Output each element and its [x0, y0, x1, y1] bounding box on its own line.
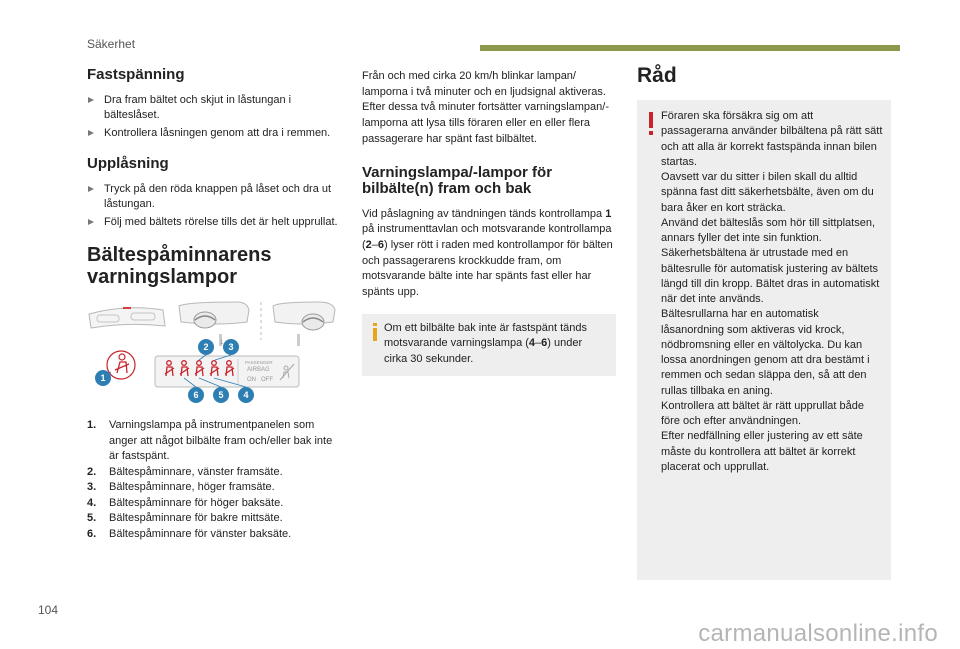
warning-paragraph: Bältesrullarna har en automatisk låsanordning som aktiveras vid krock, nödbromsning eller en vältolycka. Du kan lossa anordningen genom att dra bestämt i remmen och sedan släppa den, så att den rullas tillbaka en aning. — [661, 308, 870, 397]
callout-1 — [95, 370, 111, 386]
ignition-paragraph: Vid påslagning av tändningen tänds kontrollampa 1 på instrumenttavlan och motsvarande kontrollampa (2–6) lyser rött i raden med kontrollampor för bälten och passagerarens krockkudde fram, om motsvarande bälte inte har spänts fast eller har spänts upp. — [362, 207, 613, 299]
legend-row: 6. Bältespåminnare för vänster baksäte. — [87, 527, 292, 540]
warning-paragraph: Använd det bälteslås som hör till sittplatsen, annars fyller det inte sin funktion. — [661, 216, 876, 244]
bullet-arrow-icon — [88, 130, 96, 137]
column-middle — [362, 69, 616, 376]
list-item: Tryck på den röda knappen på låset och dra ut låstungan. — [87, 182, 339, 212]
list-item: Dra fram bältet och skjut in låstungan i bälteslåset. — [87, 93, 339, 123]
watermark: carmanualsonline.info — [698, 620, 938, 647]
seatbelt-warning-lamp-icon — [107, 351, 135, 379]
dashboard-diagram — [87, 300, 342, 410]
legend-row: 3. Bältespåminnare, höger framsäte. — [87, 481, 275, 493]
warning-paragraph: Kontrollera att bältet är rätt upprullat både före och efter användningen. — [661, 399, 865, 427]
callout-6 — [188, 387, 204, 403]
info-box — [362, 314, 616, 377]
info-icon — [370, 323, 380, 341]
front-rear-lamps-heading: Varningslampa/-lampor för bilbälte(n) fram och bak — [362, 163, 553, 197]
seatbelt-warning-illustration — [87, 300, 342, 410]
svg-text:3: 3 — [228, 342, 234, 352]
airbag-label: AIRBAG — [247, 367, 270, 373]
svg-text:2: 2 — [203, 342, 209, 352]
bullet-arrow-icon — [88, 97, 96, 104]
warning-box — [637, 100, 891, 580]
callout-3 — [223, 339, 239, 355]
illustration-legend — [87, 418, 339, 542]
callout-4 — [238, 387, 254, 403]
warning-paragraph: Oavsett var du sitter i bilen skall du alltid spänna fast ditt säkerhetsbälte, även om du bara åker en kort sträcka. — [661, 171, 874, 214]
info-text: Om ett bilbälte bak inte är fastspänt tänds motsvarande varningslampa (4–6) under cirka 30 sekunder. — [384, 321, 588, 365]
rad-heading: Råd — [637, 64, 677, 87]
svg-text:6: 6 — [193, 390, 199, 400]
legend-row: 4. Bältespåminnare för höger baksäte. — [87, 496, 284, 509]
column-left — [87, 66, 339, 542]
svg-text:5: 5 — [218, 390, 224, 400]
header-rule — [480, 45, 900, 51]
list-item: Kontrollera låsningen genom att dra i remmen. — [87, 126, 339, 141]
warning-paragraph: Föraren ska försäkra sig om att passagerarna använder bilbältena på rätt sätt och att alla är korrekt fastspända innan bilen startas. — [661, 110, 883, 168]
bullet-arrow-icon — [88, 186, 96, 193]
legend-row: 5. Bältespåminnare för bakre mittsäte. — [87, 512, 283, 524]
passenger-label: PASSENGER — [245, 360, 273, 365]
callout-2 — [198, 339, 214, 355]
svg-text:1: 1 — [220, 340, 224, 346]
on-label: ON — [247, 377, 256, 383]
upplasning-heading: Upplåsning — [87, 155, 169, 172]
svg-text:4: 4 — [243, 390, 249, 400]
legend-row: 1. Varningslampa på instrumentpanelen som anger att något bilbälte fram och/eller bak inte är fastspänt. — [87, 419, 333, 462]
bullet-arrow-icon — [88, 219, 96, 226]
svg-text:1: 1 — [100, 373, 106, 383]
blink-intro-paragraph: Från och med cirka 20 km/h blinkar lampan/ lamporna i två minuter och en ljudsignal aktiveras. Efter dessa två minuter fortsätter varningslampan/-lamporna att lysa tills föraren eller en eller flera passagerare har spänt fast bilbältet. — [362, 70, 609, 145]
legend-row: 2. Bältespåminnare, vänster framsäte. — [87, 465, 283, 478]
roof-console-icon — [273, 302, 335, 346]
off-label: OFF — [261, 377, 273, 383]
seatbelt-indicator-panel — [155, 356, 299, 387]
fastspanning-heading: Fastspänning — [87, 66, 185, 83]
page-number: 104 — [38, 603, 59, 617]
column-right — [637, 64, 891, 580]
roof-console-icon — [179, 302, 249, 346]
instrument-cluster-icon — [89, 308, 165, 328]
varningslampor-heading: Bältespåminnarens varningslampor — [87, 244, 272, 288]
warning-paragraph: Efter nedfällning eller justering av ett säte måste du kontrollera att bältet är korrekt placerat och upprullat. — [661, 430, 863, 473]
warning-icon — [647, 112, 655, 136]
warning-paragraph: Säkerhetsbältena är utrustade med en bältesrulle för automatisk justering av bältets längd till din kropp. Bältet dras in automatiskt när det inte används. — [661, 247, 880, 305]
running-head: Säkerhet — [87, 37, 136, 51]
callout-5 — [213, 387, 229, 403]
list-item: Följ med bältets rörelse tills det är helt upprullat. — [87, 215, 339, 230]
